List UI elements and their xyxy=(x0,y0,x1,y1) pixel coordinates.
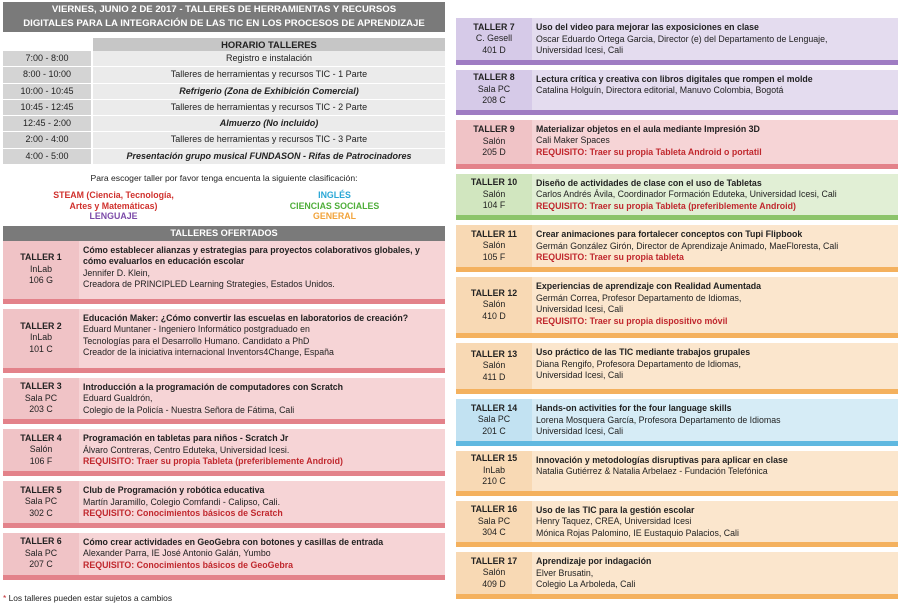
workshop-title: Aprendizaje por indagación xyxy=(536,556,652,566)
schedule-desc: Almuerzo (No incluido) xyxy=(93,116,445,132)
workshop-detail: Creador de la iniciativa internacional Inventors4Change, España xyxy=(83,347,334,358)
workshop-id: TALLER 10 xyxy=(470,177,518,187)
workshop-room: Sala PC xyxy=(477,414,511,424)
workshop-card xyxy=(456,225,898,272)
schedule-time: 4:00 - 5:00 xyxy=(3,149,91,165)
schedule-time: 7:00 - 8:00 xyxy=(3,51,91,67)
workshop-title: Uso de las TIC para la gestión escolar xyxy=(536,504,695,515)
workshop-title: Club de Programación y robótica educativa xyxy=(83,485,265,496)
left-column xyxy=(3,2,445,585)
workshop-room: InLab xyxy=(482,464,505,475)
workshop-label xyxy=(456,552,532,594)
workshop-body xyxy=(532,70,898,110)
workshop-title: Cómo crear actividades en GeoGebra con botones y casillas de entrada xyxy=(83,536,384,547)
workshop-code: 401 D xyxy=(482,44,506,55)
workshop-detail: Elver Brusatin, xyxy=(536,567,594,578)
schedule-desc: Refrigerio (Zona de Exhibición Comercial) xyxy=(93,84,445,100)
legend-item: CIENCIAS SOCIALES xyxy=(289,200,380,211)
workshop-detail: Diana Rengifo, Profesora Departamento de Idiomas, xyxy=(536,358,741,369)
workshop-room: InLab xyxy=(29,332,52,343)
workshop-title: Crear animaciones para fortalecer conceptos con Tupi Flipbook xyxy=(536,229,803,239)
workshop-detail: Tecnologías para el Desarrollo Humano. Candidato a PhD xyxy=(83,335,310,346)
workshop-label xyxy=(3,309,79,368)
category-bar xyxy=(456,441,898,446)
category-bar xyxy=(3,575,445,580)
workshop-label xyxy=(456,70,532,110)
right-column xyxy=(456,18,898,604)
category-legend xyxy=(3,190,445,222)
workshop-label xyxy=(3,481,79,523)
workshop-card xyxy=(456,120,898,169)
schedule-time: 12:45 - 2:00 xyxy=(3,116,91,132)
workshop-list-right xyxy=(456,18,898,599)
workshop-id: TALLER 9 xyxy=(473,124,515,135)
workshop-title: Programación en tabletas para niños - Scratch Jr xyxy=(83,433,289,444)
workshop-card xyxy=(456,277,898,338)
workshop-body xyxy=(79,309,445,368)
workshop-id: TALLER 13 xyxy=(470,348,518,359)
workshop-id: TALLER 11 xyxy=(471,228,517,239)
workshop-card xyxy=(456,552,898,599)
workshop-id: TALLER 17 xyxy=(470,555,518,566)
workshop-label xyxy=(456,399,532,441)
workshop-code: 106 G xyxy=(29,275,53,286)
workshop-code: 201 C xyxy=(482,425,506,436)
category-bar xyxy=(456,491,898,496)
workshop-detail: Cali Maker Spaces xyxy=(536,135,610,145)
workshop-body xyxy=(79,533,445,575)
workshop-card xyxy=(456,18,898,65)
workshop-detail: Martín Jaramillo, Colegio Comfandi - Calipso, Cali. xyxy=(83,496,281,507)
workshop-body xyxy=(79,481,445,523)
workshop-label xyxy=(3,429,79,471)
schedule-row xyxy=(3,100,445,116)
workshop-room: Sala PC xyxy=(477,83,511,94)
workshop-requirement: REQUISITO: Traer su propia Tableta Android o portatil xyxy=(536,146,762,157)
category-bar xyxy=(3,299,445,304)
page-header xyxy=(3,2,445,32)
workshop-body xyxy=(532,120,898,164)
workshop-card xyxy=(456,70,898,115)
category-bar xyxy=(456,594,898,599)
workshop-title: Uso práctico de las TIC mediante trabajos grupales xyxy=(536,347,751,357)
workshop-detail: Carlos Andrés Ávila, Coordinador Formación Eduteka, Universidad Icesi, Cali xyxy=(536,189,837,199)
workshop-card xyxy=(456,174,898,221)
legend-item: INGLÉS xyxy=(318,190,351,201)
workshop-id: TALLER 7 xyxy=(473,21,515,32)
workshop-body xyxy=(532,277,898,333)
category-bar xyxy=(456,267,898,272)
workshop-detail: Universidad Icesi, Cali xyxy=(536,304,624,314)
workshop-room: Sala PC xyxy=(24,547,58,558)
workshop-room: Salón xyxy=(482,299,506,310)
workshop-detail: Alexander Parra, IE José Antonio Galán, Yumbo xyxy=(83,548,271,559)
workshop-detail: Colegio de la Policía - Nuestra Señora de Fátima, Cali xyxy=(83,404,295,415)
workshop-card xyxy=(3,429,445,476)
workshop-code: 302 C xyxy=(29,507,53,518)
schedule-row xyxy=(3,67,445,83)
workshop-label xyxy=(456,451,532,491)
workshop-body xyxy=(532,18,898,60)
workshop-id: TALLER 15 xyxy=(470,453,518,464)
workshop-card xyxy=(3,378,445,425)
category-bar xyxy=(456,542,898,547)
workshop-code: 101 C xyxy=(29,343,53,354)
workshop-requirement: REQUISITO: Traer su propia Tableta (preferiblemente Android) xyxy=(536,200,796,211)
workshop-id: TALLER 16 xyxy=(470,504,518,514)
workshop-detail: Eduard Gualdrón, xyxy=(83,393,153,404)
schedule-title: HORARIO TALLERES xyxy=(93,38,445,51)
workshop-detail: Creadora de PRINCIPLED Learning Strategies, Estados Unidos. xyxy=(83,279,335,290)
workshop-detail: Álvaro Contreras, Centro Eduteka, Universidad Icesi. xyxy=(83,444,290,455)
workshop-room: C. Gesell xyxy=(475,33,513,43)
asterisk-icon: * xyxy=(3,593,7,603)
workshop-code: 304 C xyxy=(482,527,506,537)
workshop-body xyxy=(532,501,898,543)
workshop-room: Salón xyxy=(482,360,506,371)
workshop-code: 207 C xyxy=(29,559,53,570)
header-line-1: VIERNES, JUNIO 2 DE 2017 - TALLERES DE HERRAMIENTAS Y RECURSOS xyxy=(51,4,397,15)
schedule-time: 10:00 - 10:45 xyxy=(3,84,91,100)
schedule-time: 2:00 - 4:00 xyxy=(3,132,91,148)
footnote-text: Los talleres pueden estar sujetos a cambios xyxy=(8,593,173,603)
workshop-id: TALLER 3 xyxy=(20,381,62,392)
workshop-title: Introducción a la programación de computadores con Scratch xyxy=(83,381,344,392)
workshop-card xyxy=(456,399,898,446)
workshop-label xyxy=(456,18,532,60)
workshop-body xyxy=(532,451,898,491)
workshop-detail: Oscar Eduardo Ortega Garcia, Director (e) del Departamento de Lenguaje, xyxy=(536,33,828,44)
workshop-id: TALLER 1 xyxy=(20,252,62,263)
workshop-code: 105 F xyxy=(482,251,506,262)
workshop-id: TALLER 14 xyxy=(470,402,518,413)
workshop-title: Innovación y metodologías disruptivas para aplicar en clase xyxy=(536,454,788,465)
workshop-requirement: REQUISITO: Traer su propia dispositivo móvil xyxy=(536,315,728,326)
workshop-detail: Lorena Mosquera García, Profesora Departamento de Idiomas xyxy=(536,414,781,425)
workshop-detail: Eduard Muntaner - Ingeniero Informático postgraduado en xyxy=(83,324,310,335)
workshop-label xyxy=(456,343,532,389)
workshop-body xyxy=(532,552,898,594)
schedule-row xyxy=(3,84,445,100)
workshop-detail: Colegio La Arboleda, Cali xyxy=(536,579,636,589)
workshop-room: Salón xyxy=(29,444,53,455)
workshop-card xyxy=(3,241,445,304)
workshop-detail: Universidad Icesi, Cali xyxy=(536,45,624,55)
schedule-desc: Presentación grupo musical FUNDASON - Rifas de Patrocinadores xyxy=(93,149,445,165)
workshop-code: 210 C xyxy=(482,476,506,487)
offered-title: TALLERES OFERTADOS xyxy=(3,226,445,241)
workshop-label xyxy=(3,533,79,575)
workshop-room: Salón xyxy=(482,135,506,146)
workshop-room: Sala PC xyxy=(24,392,58,403)
workshop-body xyxy=(79,378,445,420)
workshop-requirement: REQUISITO: Traer su propia Tableta (preferiblemente Android) xyxy=(83,456,343,467)
workshop-requirement: REQUISITO: Conocimientos básicos de Scratch xyxy=(83,508,283,519)
workshop-label xyxy=(456,501,532,543)
schedule-time: 10:45 - 12:45 xyxy=(3,100,91,116)
workshop-body xyxy=(532,174,898,216)
workshop-title: Lectura crítica y creativa con libros digitales que rompen el molde xyxy=(536,73,813,84)
workshop-detail: Universidad Icesi, Cali xyxy=(536,370,624,380)
workshop-title: Experiencias de aprendizaje con Realidad Aumentada xyxy=(536,281,762,291)
workshop-detail: Germán González Girón, Director de Aprendizaje Animado, MaeFloresta, Cali xyxy=(536,240,839,251)
workshop-title: Diseño de actividades de clase con el uso de Tabletas xyxy=(536,177,762,188)
legend-item: GENERAL xyxy=(312,211,356,222)
workshop-detail: Mónica Rojas Palomino, IE Eustaquio Palacios, Cali xyxy=(536,527,739,538)
workshop-code: 410 D xyxy=(482,310,506,321)
workshop-room: Salón xyxy=(482,240,506,251)
workshop-body xyxy=(79,241,445,299)
workshop-room: Sala PC xyxy=(24,496,58,507)
schedule-row xyxy=(3,149,445,165)
workshop-title: Educación Maker: ¿Cómo convertir las escuelas en laboratorios de creación? xyxy=(83,312,409,323)
schedule-desc: Registro e instalación xyxy=(93,51,445,67)
workshop-body xyxy=(532,399,898,441)
workshop-room: Sala PC xyxy=(477,515,511,526)
category-bar xyxy=(3,523,445,528)
workshop-detail: Germán Correa, Profesor Departamento de Idiomas, xyxy=(536,292,742,303)
footnote xyxy=(3,593,172,603)
schedule-desc: Talleres de herramientas y recursos TIC - 1 Parte xyxy=(93,67,445,83)
workshop-code: 106 F xyxy=(29,455,53,466)
legend-item: STEAM (Ciencia, Tecnología, xyxy=(53,190,174,201)
schedule-row xyxy=(3,51,445,67)
category-bar xyxy=(3,368,445,373)
workshop-detail: Jennifer D. Klein, xyxy=(83,267,150,278)
category-bar xyxy=(3,419,445,424)
workshop-body xyxy=(532,343,898,389)
category-bar xyxy=(456,389,898,394)
classification-note: Para escoger taller por favor tenga encuenta la siguiente clasificación: xyxy=(90,173,358,184)
workshop-code: 208 C xyxy=(482,95,506,106)
workshop-card xyxy=(3,533,445,580)
category-bar xyxy=(456,60,898,65)
workshop-detail: Henry Taquez, CREA, Universidad Icesi xyxy=(536,516,692,526)
workshop-id: TALLER 2 xyxy=(20,320,62,331)
workshop-body xyxy=(79,429,445,471)
workshop-label xyxy=(456,225,532,267)
workshop-id: TALLER 12 xyxy=(470,287,518,298)
schedule-table xyxy=(3,51,445,165)
category-bar xyxy=(456,110,898,115)
workshop-card xyxy=(456,343,898,394)
schedule-time: 8:00 - 10:00 xyxy=(3,67,91,83)
workshop-id: TALLER 4 xyxy=(20,432,62,443)
workshop-label xyxy=(3,241,79,299)
workshop-code: 104 F xyxy=(482,200,506,210)
workshop-id: TALLER 8 xyxy=(473,72,515,83)
workshop-card xyxy=(456,501,898,548)
legend-item: Artes y Matemáticas) xyxy=(69,200,158,211)
workshop-id: TALLER 6 xyxy=(20,536,62,547)
legend-item: LENGUAJE xyxy=(89,211,138,222)
schedule-row xyxy=(3,132,445,148)
workshop-code: 411 D xyxy=(482,371,506,382)
schedule-row xyxy=(3,116,445,132)
workshop-room: Salón xyxy=(482,188,506,199)
workshop-list-left xyxy=(3,241,445,580)
workshop-id: TALLER 5 xyxy=(20,484,62,495)
workshop-requirement: REQUISITO: Conocimientos básicos de GeoGebra xyxy=(83,559,294,570)
workshop-body xyxy=(532,225,898,267)
workshop-card xyxy=(3,309,445,373)
workshop-code: 409 D xyxy=(482,578,506,589)
workshop-requirement: REQUISITO: Traer su propia tableta xyxy=(536,252,684,262)
category-bar xyxy=(456,215,898,220)
workshop-title: Materializar objetos en el aula mediante Impresión 3D xyxy=(536,123,760,134)
category-bar xyxy=(456,333,898,338)
workshop-title: Hands-on activities for the four language skills xyxy=(536,403,732,413)
header-line-2: DIGITALES PARA LA INTEGRACIÓN DE LAS TIC EN LOS PROCESOS DE APRENDIZAJE xyxy=(23,18,425,29)
workshop-card xyxy=(456,451,898,496)
category-bar xyxy=(3,471,445,476)
category-bar xyxy=(456,164,898,169)
workshop-detail: Universidad Icesi, Cali xyxy=(536,426,624,436)
workshop-title: Uso del video para mejorar las exposiciones en clase xyxy=(536,22,759,32)
workshop-room: InLab xyxy=(29,263,52,274)
workshop-card xyxy=(3,481,445,528)
workshop-detail: Natalia Gutiérrez & Natalia Arbelaez - Fundación Telefónica xyxy=(536,466,768,476)
schedule-desc: Talleres de herramientas y recursos TIC - 2 Parte xyxy=(93,100,445,116)
workshop-label xyxy=(456,277,532,333)
workshop-code: 203 C xyxy=(29,404,53,415)
workshop-code: 205 D xyxy=(482,147,506,158)
workshop-detail: Catalina Holguín, Directora editorial, Manuvo Colombia, Bogotá xyxy=(536,85,784,95)
workshop-room: Salón xyxy=(482,567,506,577)
schedule-desc: Talleres de herramientas y recursos TIC - 3 Parte xyxy=(93,132,445,148)
workshop-title: Cómo establecer alianzas y estrategias para proyectos colaborativos globales, y cómo evaluarlos en educación escolar xyxy=(83,244,420,267)
workshop-label xyxy=(3,378,79,420)
workshop-label xyxy=(456,174,532,216)
workshop-label xyxy=(456,120,532,164)
